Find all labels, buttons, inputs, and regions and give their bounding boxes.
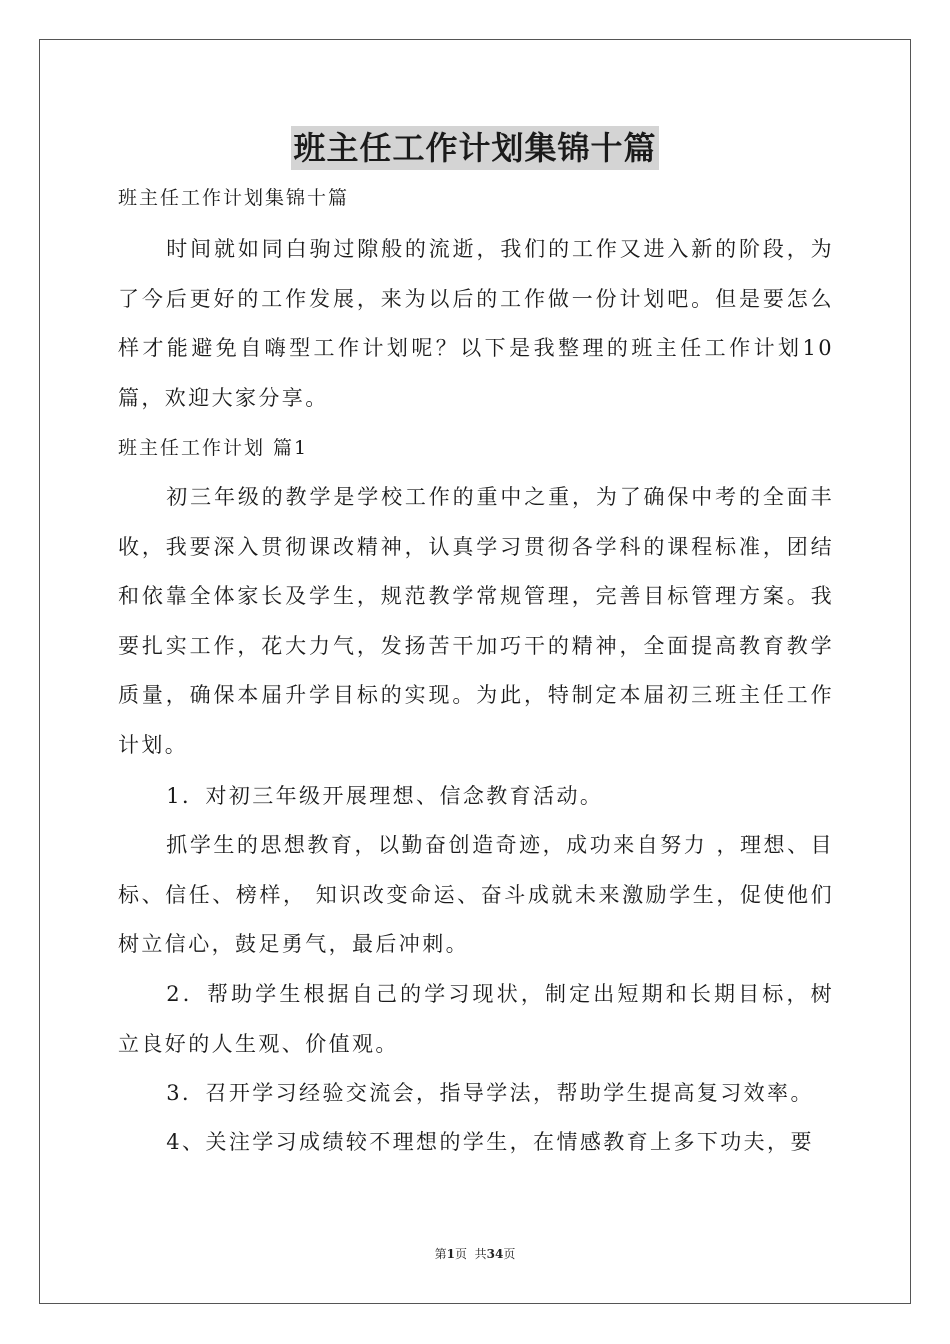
document-subtitle: 班主任工作计划集锦十篇 xyxy=(118,187,350,209)
page-current-number: 1 xyxy=(446,1247,455,1261)
section-heading: 班主任工作计划 篇1 xyxy=(118,437,309,459)
body-paragraph-2: 1．对初三年级开展理想、信念教育活动。 xyxy=(166,784,604,808)
document-title: 班主任工作计划集锦十篇 xyxy=(291,126,658,170)
intro-paragraph: 时间就如同白驹过隙般的流逝，我们的工作又进入新的阶段，为了今后更好的工作发展，来为以后的工作做一份计划吧。但是要怎么样才能避免自嗨型工作计划呢？以下是我整理的班主任工作计划10篇，欢迎大家分享。 xyxy=(118,237,834,410)
document-title-block xyxy=(0,126,950,170)
page-suffix: 页 xyxy=(503,1247,516,1261)
page-prefix: 第 xyxy=(434,1247,447,1261)
body-paragraph-1: 初三年级的教学是学校工作的重中之重，为了确保中考的全面丰收，我要深入贯彻课改精神，认真学习贯彻各学科的课程标准，团结和依靠全体家长及学生，规范教学常规管理，完善目标管理方案。我要扎实工作，花大力气，发扬苦干加巧干的精神，全面提高教育教学质量，确保本届升学目标的实现。为此，特制定本届初三班主任工作计划。 xyxy=(118,485,834,757)
body-paragraph-6: 4、关注学习成绩较不理想的学生，在情感教育上多下功夫，要 xyxy=(166,1130,814,1154)
body-paragraph-5: 3．召开学习经验交流会，指导学法，帮助学生提高复习效率。 xyxy=(166,1081,814,1105)
page-total-number: 34 xyxy=(486,1247,504,1261)
body-paragraph-4: 2．帮助学生根据自己的学习现状，制定出短期和长期目标，树立良好的人生观、价值观。 xyxy=(118,982,834,1056)
page-mid: 页 共 xyxy=(455,1247,487,1261)
page-footer xyxy=(0,1245,950,1262)
body-paragraph-3: 抓学生的思想教育，以勤奋创造奇迹，成功来自努力 ，理想、目标、信任、榜样， 知识改变命运、奋斗成就未来激励学生，促使他们树立信心，鼓足勇气，最后冲刺。 xyxy=(118,833,834,956)
